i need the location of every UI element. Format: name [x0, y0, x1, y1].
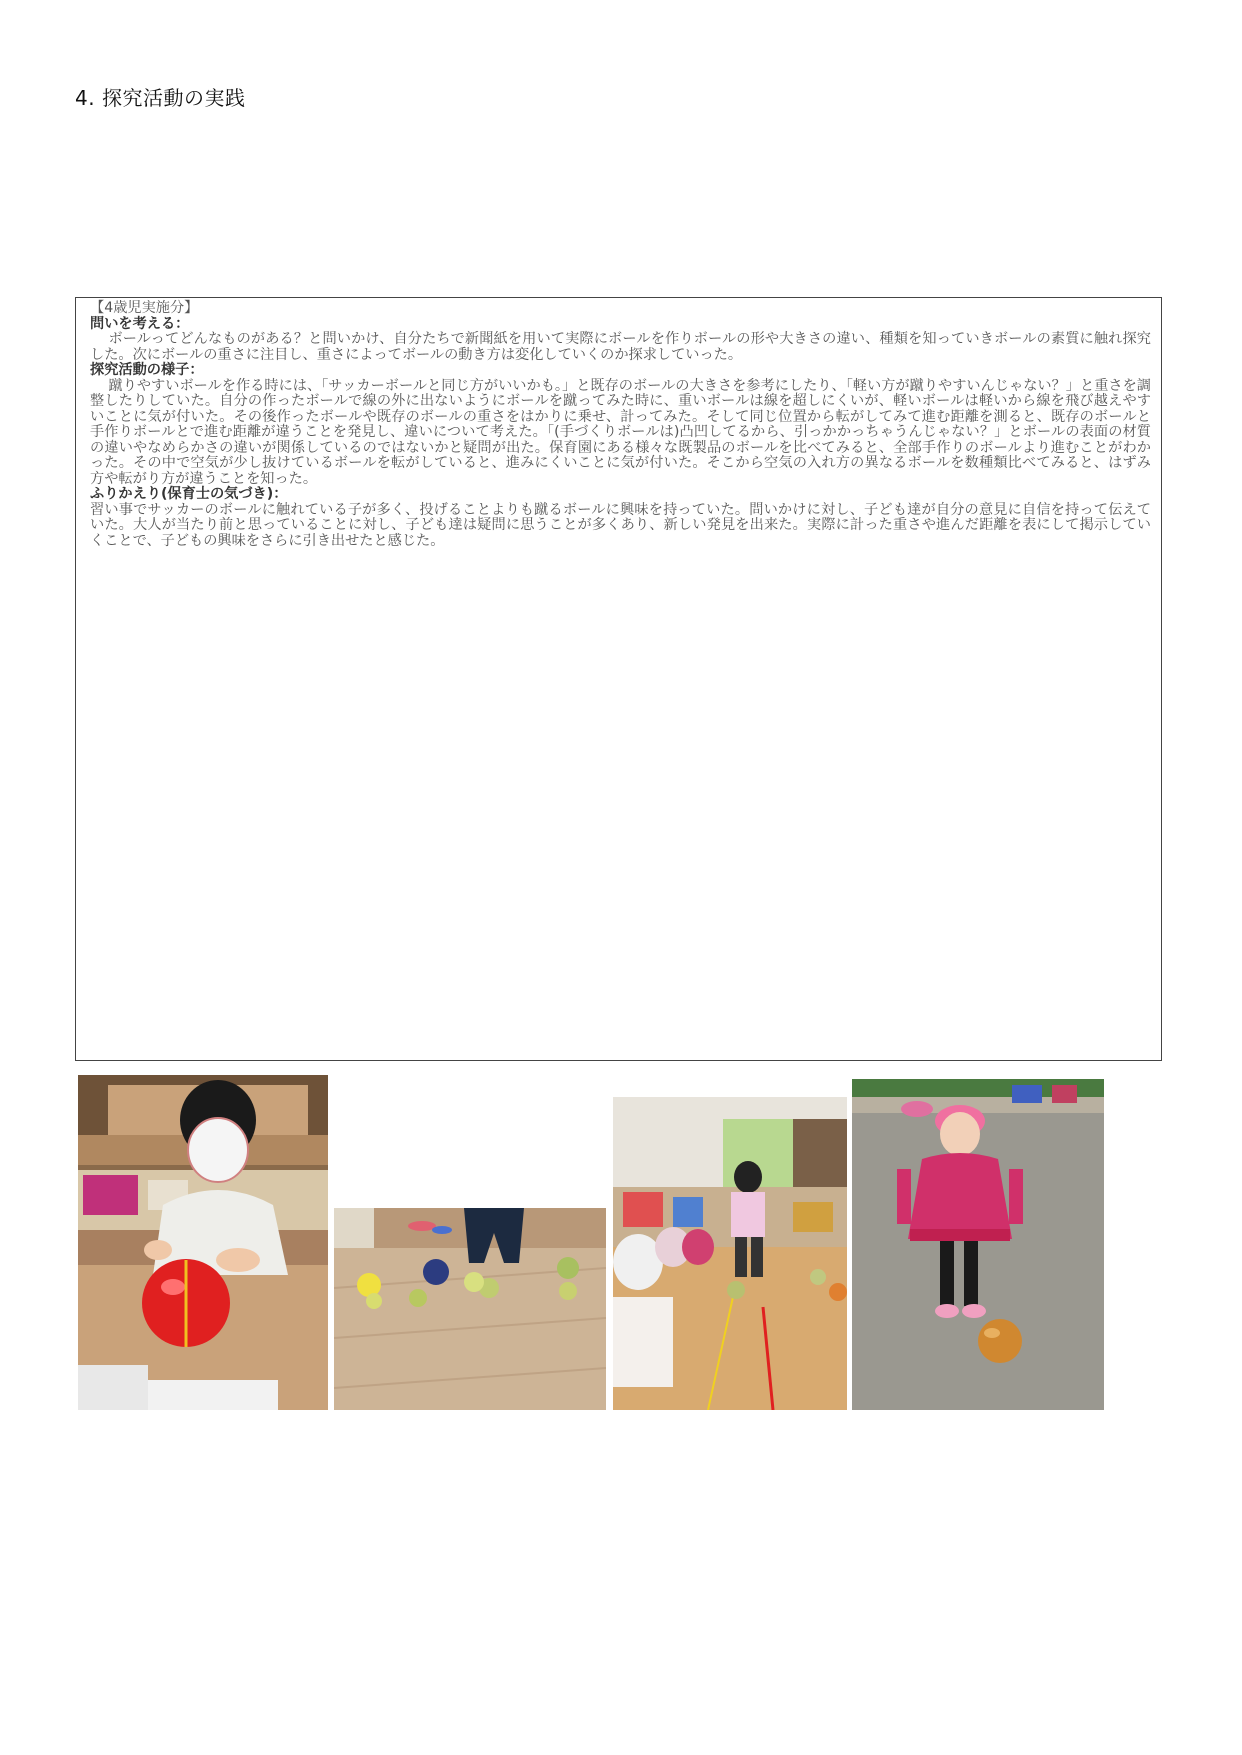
report-box — [75, 297, 1162, 1061]
children-rolling-balls-photo — [613, 1097, 847, 1410]
child-with-red-balloon-photo — [78, 1075, 328, 1410]
activity-text: 蹴りやすいボールを作る時には、「サッカーボールと同じ方がいいかも。」と既存のボールの大きさを参考にしたり、「軽い方が蹴りやすいんじゃない？」と重さを調整したりしていた。自分の作ったボールで線の外に出ないようにボールを蹴ってみた時に、重いボールは線を超しにくいが、軽いボールは軽いから線を飛び越えやすいことに気が付いた。その後作ったボールや既存のボールの重さをはかりに乗せ、計ってみた。そして同じ位置から転がしてみて進む距離を測ると、既存のボールと手作りボールとで進む距離が違うことを発見し、違いについて考えた。「(手づくりボールは)凸凹してるから、引っかかっちゃうんじゃない？」とボールの表面の材質の違いやなめらかさの違いが関係しているのではないかと疑問が出た。保育園にある様々な既製品のボールを比べてみると、全部手作りのボールより進むことがわかった。その中で空気が少し抜けているボールを転がしていると、進みにくいことに気が付いた。そこから空気の入れ方の異なるボールを数種類比べてみると、はずみ方や転がり方が違うことを知った。 — [90, 377, 1151, 487]
report-title: 【4歳児実施分】 — [90, 300, 199, 316]
question-label: 問いを考える： — [90, 315, 190, 332]
balls-on-floor-photo — [334, 1208, 606, 1410]
activity-label: 探究活動の様子： — [90, 362, 204, 378]
reflection-text: 習い事でサッカーのボールに触れている子が多く、投げることよりも蹴るボールに興味を持っていた。問いかけに対し、子ども達が自分の意見に自信を持って伝えていた。大人が当たり前と思っていることに対し、子ども達は疑問に思うことが多くあり、新しい発見を出来た。実際に計った重さや進んだ距離を表にして掲示していくことで、子どもの興味をさらに引き出せたと感じた。 — [90, 501, 1151, 549]
question-text: ボールってどんなものがある？と問いかけ、自分たちで新聞紙を用いて実際にボールを作りボールの形や大きさの違い、種類を知っていきボールの素質に触れ探究した。次にボールの重さに注目し、重さによってボールの動き方は変化していくのか探求していった。 — [90, 331, 1151, 363]
girl-kicking-ball-photo — [852, 1079, 1104, 1410]
reflection-label: ふりかえり(保育士の気づき)： — [90, 486, 288, 502]
section-heading: 4. 探究活動の実践 — [75, 86, 246, 110]
